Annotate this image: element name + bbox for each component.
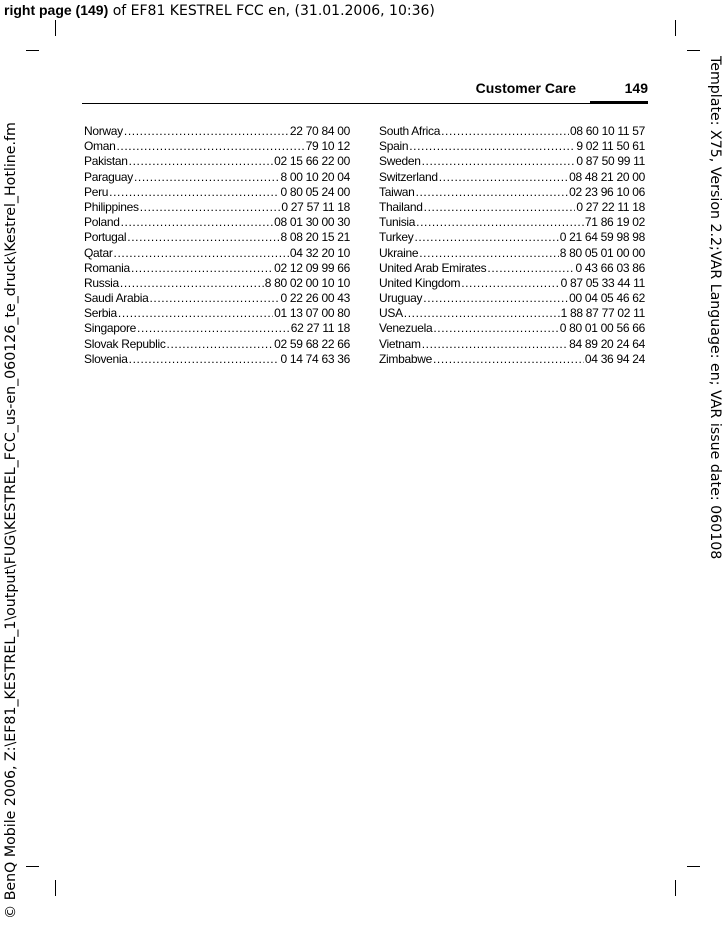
hotline-entry bbox=[379, 352, 645, 367]
country-name: Singapore bbox=[84, 321, 137, 336]
dot-leader bbox=[419, 246, 558, 261]
phone-number: 84 89 20 24 64 bbox=[569, 336, 645, 351]
hotline-entry bbox=[379, 246, 645, 261]
hotline-entry bbox=[379, 215, 645, 230]
country-name: Switzerland bbox=[379, 169, 438, 184]
dot-leader bbox=[416, 215, 584, 230]
hotline-entry bbox=[84, 291, 350, 306]
hotline-entry bbox=[379, 139, 645, 154]
hotline-entry bbox=[84, 306, 350, 321]
dot-leader bbox=[134, 170, 280, 185]
country-name: Zimbabwe bbox=[379, 351, 432, 366]
dot-leader bbox=[109, 185, 279, 200]
left-margin-copyright: © BenQ Mobile 2006, Z:\EF81_KESTREL_1\output\FUG\KESTREL_FCC_us-en_060126_te_druck\Kestrel_Hotline.fm bbox=[3, 122, 19, 919]
dot-leader bbox=[121, 215, 274, 230]
phone-number: 1 88 87 77 02 11 bbox=[560, 306, 645, 321]
crop-mark bbox=[26, 866, 39, 867]
dot-leader bbox=[127, 230, 279, 245]
phone-number: 0 87 05 33 44 11 bbox=[560, 275, 645, 290]
dot-leader bbox=[129, 154, 273, 169]
dot-leader bbox=[137, 321, 290, 336]
phone-number: 0 14 74 63 36 bbox=[280, 351, 350, 366]
crop-mark bbox=[687, 50, 700, 51]
crop-mark bbox=[687, 866, 700, 867]
country-name: Peru bbox=[84, 184, 109, 199]
country-name: Spain bbox=[379, 139, 409, 154]
country-name: Pakistan bbox=[84, 154, 128, 169]
dot-leader bbox=[433, 321, 558, 336]
country-name: Tunisia bbox=[379, 215, 416, 230]
country-name: Oman bbox=[84, 139, 116, 154]
dot-leader bbox=[439, 170, 568, 185]
hotline-entry bbox=[84, 321, 350, 336]
phone-number: 0 87 50 99 11 bbox=[576, 154, 645, 169]
hotline-entry bbox=[379, 291, 645, 306]
dot-leader bbox=[404, 306, 560, 321]
phone-number: 8 80 05 01 00 00 bbox=[559, 245, 645, 260]
phone-number: 0 21 64 59 98 98 bbox=[559, 230, 645, 245]
country-name: Philippines bbox=[84, 199, 139, 214]
country-name: Ukraine bbox=[379, 245, 419, 260]
dot-leader bbox=[422, 337, 568, 352]
hotline-entry bbox=[84, 352, 350, 367]
hotline-entry bbox=[379, 306, 645, 321]
phone-number: 79 10 12 bbox=[305, 139, 350, 154]
dot-leader bbox=[424, 200, 576, 215]
hotline-entry bbox=[379, 200, 645, 215]
dot-leader bbox=[120, 276, 264, 291]
country-name: Uruguay bbox=[379, 291, 423, 306]
dot-leader bbox=[441, 124, 569, 139]
dot-leader bbox=[124, 124, 289, 139]
hotline-entry bbox=[84, 139, 350, 154]
dot-leader bbox=[487, 261, 574, 276]
phone-number: 0 43 66 03 86 bbox=[575, 260, 645, 275]
phone-number: 01 13 07 00 80 bbox=[274, 306, 350, 321]
page-header bbox=[82, 79, 648, 101]
dot-leader bbox=[433, 352, 584, 367]
hotline-list-left bbox=[84, 124, 350, 367]
country-name: United Kingdom bbox=[379, 275, 461, 290]
country-name: Russia bbox=[84, 275, 119, 290]
phone-number: 8 80 02 00 10 10 bbox=[264, 275, 350, 290]
section-title: Customer Care bbox=[475, 80, 576, 96]
dot-leader bbox=[149, 291, 279, 306]
phone-number: 02 15 66 22 00 bbox=[274, 154, 350, 169]
dot-leader bbox=[414, 230, 558, 245]
right-margin-template: Template: X75, Version 2.2;VAR Language: en; VAR issue date: 060108 bbox=[707, 56, 723, 560]
phone-number: 08 48 21 20 00 bbox=[569, 169, 645, 184]
hotline-entry bbox=[84, 276, 350, 291]
crop-mark bbox=[26, 50, 39, 51]
phone-number: 9 02 11 50 61 bbox=[576, 139, 645, 154]
country-name: Venezuela bbox=[379, 321, 433, 336]
hotline-entry bbox=[84, 215, 350, 230]
hotline-entry bbox=[379, 230, 645, 245]
crop-mark bbox=[675, 20, 676, 36]
country-name: Taiwan bbox=[379, 184, 415, 199]
dot-leader bbox=[114, 246, 289, 261]
phone-number: 0 80 05 24 00 bbox=[280, 184, 350, 199]
crop-mark bbox=[55, 880, 56, 896]
hotline-entry bbox=[84, 124, 350, 139]
hotline-entry bbox=[84, 185, 350, 200]
country-name: Paraguay bbox=[84, 169, 133, 184]
dot-leader bbox=[422, 154, 576, 169]
phone-number: 02 12 09 99 66 bbox=[274, 260, 350, 275]
hotline-entry bbox=[84, 261, 350, 276]
phone-number: 08 01 30 00 30 bbox=[274, 215, 350, 230]
country-name: Serbia bbox=[84, 306, 117, 321]
print-header-page: right page (149) bbox=[4, 2, 109, 18]
dot-leader bbox=[140, 200, 281, 215]
hotline-entry bbox=[379, 276, 645, 291]
phone-number: 71 86 19 02 bbox=[584, 215, 645, 230]
phone-number: 02 59 68 22 66 bbox=[274, 336, 350, 351]
hotline-entry bbox=[84, 200, 350, 215]
phone-number: 8 08 20 15 21 bbox=[280, 230, 350, 245]
print-header bbox=[4, 2, 435, 19]
country-name: Norway bbox=[84, 124, 123, 138]
print-header-info: of EF81 KESTREL FCC en, (31.01.2006, 10:36) bbox=[108, 3, 435, 19]
phone-number: 04 32 20 10 bbox=[289, 245, 350, 260]
country-name: United Arab Emirates bbox=[379, 260, 487, 275]
dot-leader bbox=[131, 261, 273, 276]
phone-number: 0 27 22 11 18 bbox=[576, 199, 645, 214]
dot-leader bbox=[416, 185, 569, 200]
hotline-entry bbox=[84, 230, 350, 245]
country-name: Thailand bbox=[379, 199, 423, 214]
phone-number: 02 23 96 10 06 bbox=[569, 184, 645, 199]
phone-number: 0 22 26 00 43 bbox=[280, 291, 350, 306]
hotline-entry bbox=[379, 261, 645, 276]
hotline-entry bbox=[379, 337, 645, 352]
hotline-entry bbox=[379, 154, 645, 169]
header-rule bbox=[82, 103, 648, 104]
country-name: Poland bbox=[84, 215, 120, 230]
country-name: Slovenia bbox=[84, 351, 128, 366]
country-name: Slovak Republic bbox=[84, 336, 166, 351]
phone-number: 08 60 10 11 57 bbox=[570, 124, 645, 138]
dot-leader bbox=[423, 291, 568, 306]
phone-number: 62 27 11 18 bbox=[290, 321, 350, 336]
country-name: USA bbox=[379, 306, 403, 321]
dot-leader bbox=[118, 306, 273, 321]
dot-leader bbox=[167, 337, 274, 352]
crop-mark bbox=[675, 880, 676, 896]
country-name: Romania bbox=[84, 260, 130, 275]
crop-mark bbox=[55, 20, 56, 36]
country-name: Saudi Arabia bbox=[84, 291, 149, 306]
hotline-list-right bbox=[379, 124, 645, 367]
phone-number: 0 27 57 11 18 bbox=[281, 199, 350, 214]
country-name: Vietnam bbox=[379, 336, 421, 351]
hotline-entry bbox=[84, 246, 350, 261]
page-number: 149 bbox=[624, 80, 648, 96]
country-name: Sweden bbox=[379, 154, 421, 169]
country-name: South Africa bbox=[379, 124, 441, 138]
phone-number: 22 70 84 00 bbox=[289, 124, 350, 138]
hotline-entry bbox=[379, 170, 645, 185]
header-rule-thick bbox=[590, 101, 648, 104]
country-name: Turkey bbox=[379, 230, 414, 245]
phone-number: 04 36 94 24 bbox=[584, 351, 645, 366]
country-name: Portugal bbox=[84, 230, 127, 245]
hotline-entry bbox=[84, 170, 350, 185]
country-name: Qatar bbox=[84, 245, 113, 260]
dot-leader bbox=[409, 139, 575, 154]
hotline-entry bbox=[379, 124, 645, 139]
hotline-entry bbox=[84, 337, 350, 352]
phone-number: 00 04 05 46 62 bbox=[569, 291, 645, 306]
phone-number: 8 00 10 20 04 bbox=[280, 169, 350, 184]
hotline-entry bbox=[379, 321, 645, 336]
dot-leader bbox=[116, 139, 304, 154]
hotline-entry bbox=[84, 154, 350, 169]
phone-number: 0 80 01 00 56 66 bbox=[559, 321, 645, 336]
dot-leader bbox=[129, 352, 280, 367]
dot-leader bbox=[461, 276, 559, 291]
hotline-entry bbox=[379, 185, 645, 200]
